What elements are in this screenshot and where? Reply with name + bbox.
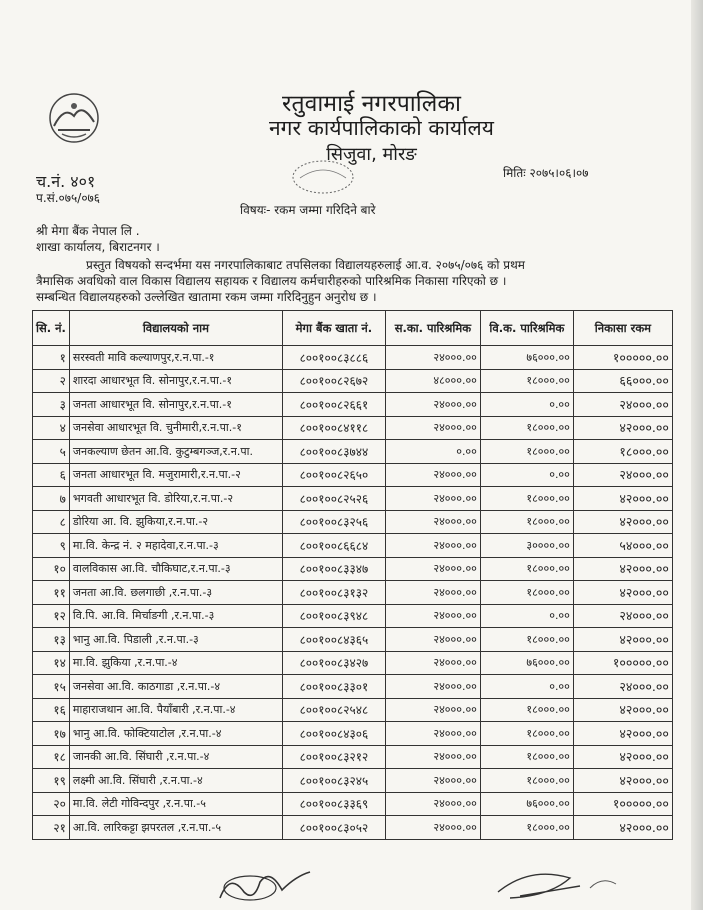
cell-sn: १९ xyxy=(33,769,70,793)
cell-total: ४२०००.०० xyxy=(573,510,672,534)
cell-salary: २४०००.०० xyxy=(385,510,480,534)
table-row xyxy=(33,581,673,605)
cell-salary: ०.०० xyxy=(385,440,480,464)
header-school: विद्यालयको नाम xyxy=(69,311,282,346)
cell-salary: २४०००.०० xyxy=(385,487,480,511)
cell-school: डोरिया आ. वि. झुकिया,र.न.पा.-२ xyxy=(69,510,282,534)
cell-vikas: १८०००.०० xyxy=(480,722,573,746)
cell-sn: ११ xyxy=(33,581,70,605)
cell-sn: १० xyxy=(33,557,70,581)
office-stamp-icon xyxy=(288,158,358,196)
table-row xyxy=(33,745,673,769)
cell-school: मा.वि. केन्द्र नं. २ महादेवा,र.न.पा.-३ xyxy=(69,534,282,558)
table-row xyxy=(33,393,673,417)
cell-vikas: १८०००.०० xyxy=(480,557,573,581)
table-row xyxy=(33,698,673,722)
cell-school: वि.पि. आ.वि. मिर्चाङगी ,र.न.पा.-३ xyxy=(69,604,282,628)
cell-total: १०००००.०० xyxy=(573,792,672,816)
body-paragraph-line-3: सम्बन्धित विद्यालयहरुको उल्लेखित खातामा रकम जम्मा गरिदिनुहुन अनुरोध छ । xyxy=(36,290,377,304)
cell-vikas: १८०००.०० xyxy=(480,628,573,652)
table-row xyxy=(33,557,673,581)
table-row xyxy=(33,628,673,652)
letter-date: मितिः २०७५।०६।०७ xyxy=(503,166,589,180)
cell-vikas: १८०००.०० xyxy=(480,440,573,464)
cell-school: जनता आ.वि. छलगाछी ,र.न.पा.-३ xyxy=(69,581,282,605)
office-name: नगर कार्यपालिकाको कार्यालय xyxy=(269,116,494,140)
table-row xyxy=(33,487,673,511)
cell-salary: २४०००.०० xyxy=(385,816,480,840)
cell-sn: १७ xyxy=(33,722,70,746)
cell-vikas: १८०००.०० xyxy=(480,510,573,534)
cell-total: ४२०००.०० xyxy=(573,769,672,793)
cell-total: ६६०००.०० xyxy=(573,369,672,393)
cell-sn: २० xyxy=(33,792,70,816)
table-row xyxy=(33,369,673,393)
cell-total: ४२०००.०० xyxy=(573,745,672,769)
cell-sn: १४ xyxy=(33,651,70,675)
cell-account: ८००१००८६६८४ xyxy=(282,534,385,558)
cell-sn: १८ xyxy=(33,745,70,769)
cell-vikas: १८०००.०० xyxy=(480,745,573,769)
cell-total: ४२०००.०० xyxy=(573,628,672,652)
office-location: सिजुवा, मोरङ xyxy=(326,144,417,165)
cell-total: ४२०००.०० xyxy=(573,557,672,581)
table-row xyxy=(33,816,673,840)
cell-sn: ५ xyxy=(33,440,70,464)
cell-vikas: १८०००.०० xyxy=(480,369,573,393)
cell-sn: ४ xyxy=(33,416,70,440)
cell-salary: २४०००.०० xyxy=(385,346,480,370)
cell-total: ४२०००.०० xyxy=(573,698,672,722)
header-total: निकासा रकम xyxy=(573,311,672,346)
cell-account: ८००१००८३२५६ xyxy=(282,510,385,534)
cell-salary: २४०००.०० xyxy=(385,416,480,440)
cell-total: ४२०००.०० xyxy=(573,722,672,746)
cell-salary: २४०००.०० xyxy=(385,722,480,746)
cell-school: लक्ष्मी आ.वि. सिंघारी ,र.न.पा.-४ xyxy=(69,769,282,793)
cell-total: १०००००.०० xyxy=(573,346,672,370)
table-header-row xyxy=(33,311,673,346)
cell-account: ८००१००८३४२७ xyxy=(282,651,385,675)
cell-school: जनसेवा आ.वि. काठगाडा ,र.न.पा.-४ xyxy=(69,675,282,699)
cell-total: ४२०००.०० xyxy=(573,581,672,605)
cell-school: भानु आ.वि. पिडाली ,र.न.पा.-३ xyxy=(69,628,282,652)
cell-account: ८००१००८४११८ xyxy=(282,416,385,440)
cell-sn: २१ xyxy=(33,816,70,840)
cell-sn: १२ xyxy=(33,604,70,628)
cell-vikas: १८०००.०० xyxy=(480,487,573,511)
cell-salary: २४०००.०० xyxy=(385,651,480,675)
cell-salary: २४०००.०० xyxy=(385,675,480,699)
cell-sn: १ xyxy=(33,346,70,370)
cell-salary: २४०००.०० xyxy=(385,581,480,605)
disbursement-table xyxy=(32,310,673,840)
cell-school: मा.वि. झुकिया ,र.न.पा.-४ xyxy=(69,651,282,675)
cell-school: माहाराजथान आ.वि. पैयाँबारी ,र.न.पा.-४ xyxy=(69,698,282,722)
cell-school: जनकल्याण छेतन आ.वि. कुटुम्बगञ्ज,र.न.पा. xyxy=(69,440,282,464)
cell-sn: ३ xyxy=(33,393,70,417)
table-row xyxy=(33,510,673,534)
cell-total: ४२०००.०० xyxy=(573,487,672,511)
cell-account: ८००१००८२५२६ xyxy=(282,487,385,511)
cell-vikas: १८०००.०० xyxy=(480,769,573,793)
cell-vikas: ७६०००.०० xyxy=(480,792,573,816)
table-row xyxy=(33,440,673,464)
cell-vikas: १८०००.०० xyxy=(480,698,573,722)
cell-school: शारदा आधारभूत वि. सोनापुर,र.न.पा.-१ xyxy=(69,369,282,393)
cell-vikas: ७६०००.०० xyxy=(480,651,573,675)
cell-school: वालविकास आ.वि. चौकिघाट,र.न.पा.-३ xyxy=(69,557,282,581)
header-salary: स.का. पारिश्रमिक xyxy=(385,311,480,346)
table-row xyxy=(33,463,673,487)
letter-subject: विषयः- रकम जम्मा गरिदिने बारे xyxy=(240,203,376,217)
cell-vikas: १८०००.०० xyxy=(480,416,573,440)
cell-account: ८००१००८३३६९ xyxy=(282,792,385,816)
cell-total: ४२०००.०० xyxy=(573,816,672,840)
cell-total: ५४०००.०० xyxy=(573,534,672,558)
cell-vikas: ७६०००.०० xyxy=(480,346,573,370)
addressee-branch: शाखा कार्यालय, बिराटनगर । xyxy=(36,240,160,254)
table-row xyxy=(33,722,673,746)
table-row xyxy=(33,769,673,793)
cell-account: ८००१००८४३६५ xyxy=(282,628,385,652)
cell-school: जनसेवा आधारभूत वि. चुनीमारी,र.न.पा.-१ xyxy=(69,416,282,440)
cell-vikas: ०.०० xyxy=(480,604,573,628)
cell-account: ८००१००८३२१२ xyxy=(282,745,385,769)
cell-account: ८००१००८४३०६ xyxy=(282,722,385,746)
cell-account: ८००१००८२६५० xyxy=(282,463,385,487)
cell-total: २४०००.०० xyxy=(573,393,672,417)
cell-sn: ९ xyxy=(33,534,70,558)
cell-account: ८००१००८३३४७ xyxy=(282,557,385,581)
body-paragraph-line-1: प्रस्तुत विषयको सन्दर्भमा यस नगरपालिकाबाट तपसिलका विद्यालयहरुलाई आ.व. २०७५/०७६ को प्रथम xyxy=(86,258,525,272)
cell-total: २४०००.०० xyxy=(573,675,672,699)
cell-account: ८००१००८३९४८ xyxy=(282,604,385,628)
cell-vikas: ०.०० xyxy=(480,393,573,417)
cell-school: भगवती आधारभूत वि. डोरिया,र.न.पा.-२ xyxy=(69,487,282,511)
cell-account: ८००१००८३१३२ xyxy=(282,581,385,605)
chalani-number: च.नं. ४०१ xyxy=(36,172,96,191)
cell-salary: २४०००.०० xyxy=(385,792,480,816)
cell-salary: २४०००.०० xyxy=(385,698,480,722)
addressee-bank: श्री मेगा बैंक नेपाल लि . xyxy=(36,224,140,238)
table-row xyxy=(33,416,673,440)
cell-salary: ४८०००.०० xyxy=(385,369,480,393)
table-row xyxy=(33,346,673,370)
municipality-name: रतुवामाई नगरपालिका xyxy=(282,91,461,117)
cell-sn: २ xyxy=(33,369,70,393)
cell-account: ८००१००८३०५२ xyxy=(282,816,385,840)
table-row xyxy=(33,534,673,558)
cell-school: जानकी आ.वि. सिंघारी ,र.न.पा.-४ xyxy=(69,745,282,769)
cell-account: ८००१००८२६७२ xyxy=(282,369,385,393)
cell-total: १८०००.०० xyxy=(573,440,672,464)
cell-salary: २४०००.०० xyxy=(385,534,480,558)
cell-sn: १६ xyxy=(33,698,70,722)
cell-account: ८००१००८३२४५ xyxy=(282,769,385,793)
cell-sn: १३ xyxy=(33,628,70,652)
cell-vikas: १८०००.०० xyxy=(480,816,573,840)
header-account: मेगा बैंक खाता नं. xyxy=(282,311,385,346)
cell-sn: ७ xyxy=(33,487,70,511)
cell-salary: २४०००.०० xyxy=(385,557,480,581)
cell-sn: ६ xyxy=(33,463,70,487)
cell-total: १०००००.०० xyxy=(573,651,672,675)
signature-right-icon xyxy=(490,862,630,906)
cell-salary: २४०००.०० xyxy=(385,393,480,417)
cell-vikas: १८०००.०० xyxy=(480,581,573,605)
cell-total: २४०००.०० xyxy=(573,463,672,487)
cell-school: मा.वि. लेटी गोविन्दपुर ,र.न.पा.-५ xyxy=(69,792,282,816)
header-vikas: वि.क. पारिश्रमिक xyxy=(480,311,573,346)
fiscal-reference: प.सं.०७५/०७६ xyxy=(36,191,101,205)
cell-salary: २४०००.०० xyxy=(385,745,480,769)
table-row xyxy=(33,651,673,675)
cell-vikas: ०.०० xyxy=(480,675,573,699)
cell-salary: २४०००.०० xyxy=(385,628,480,652)
cell-account: ८००१००८३८८६ xyxy=(282,346,385,370)
cell-account: ८००१००८२५४८ xyxy=(282,698,385,722)
cell-sn: ८ xyxy=(33,510,70,534)
cell-salary: २४०००.०० xyxy=(385,604,480,628)
cell-account: ८००१००८२६६१ xyxy=(282,393,385,417)
table-row xyxy=(33,792,673,816)
cell-total: २४०००.०० xyxy=(573,604,672,628)
body-paragraph-line-2: त्रैमासिक अवधिको वाल विकास विद्यालय सहायक र विद्यालय कर्मचारीहरुको पारिश्रमिक निकासा गरिएको छ । xyxy=(36,274,507,288)
signature-left-icon xyxy=(210,862,350,906)
cell-school: जनता आधारभूत वि. सोनापुर,र.न.पा.-१ xyxy=(69,393,282,417)
cell-salary: २४०००.०० xyxy=(385,769,480,793)
cell-school: सरस्वती मावि कल्याणपुर,र.न.पा.-१ xyxy=(69,346,282,370)
header-sn: सि. नं. xyxy=(33,311,70,346)
cell-account: ८००१००८३३०१ xyxy=(282,675,385,699)
cell-total: ४२०००.०० xyxy=(573,416,672,440)
cell-sn: १५ xyxy=(33,675,70,699)
cell-salary: २४०००.०० xyxy=(385,463,480,487)
cell-account: ८००१००८३७४४ xyxy=(282,440,385,464)
cell-vikas: ३००००.०० xyxy=(480,534,573,558)
cell-school: जनता आधारभूत वि. मजुरामारी,र.न.पा.-२ xyxy=(69,463,282,487)
cell-school: आ.वि. लारिकट्टा झपरतल ,र.न.पा.-५ xyxy=(69,816,282,840)
table-row xyxy=(33,675,673,699)
table-row xyxy=(33,604,673,628)
cell-school: भानु आ.वि. फोक्टियाटोल ,र.न.पा.-४ xyxy=(69,722,282,746)
cell-vikas: ०.०० xyxy=(480,463,573,487)
